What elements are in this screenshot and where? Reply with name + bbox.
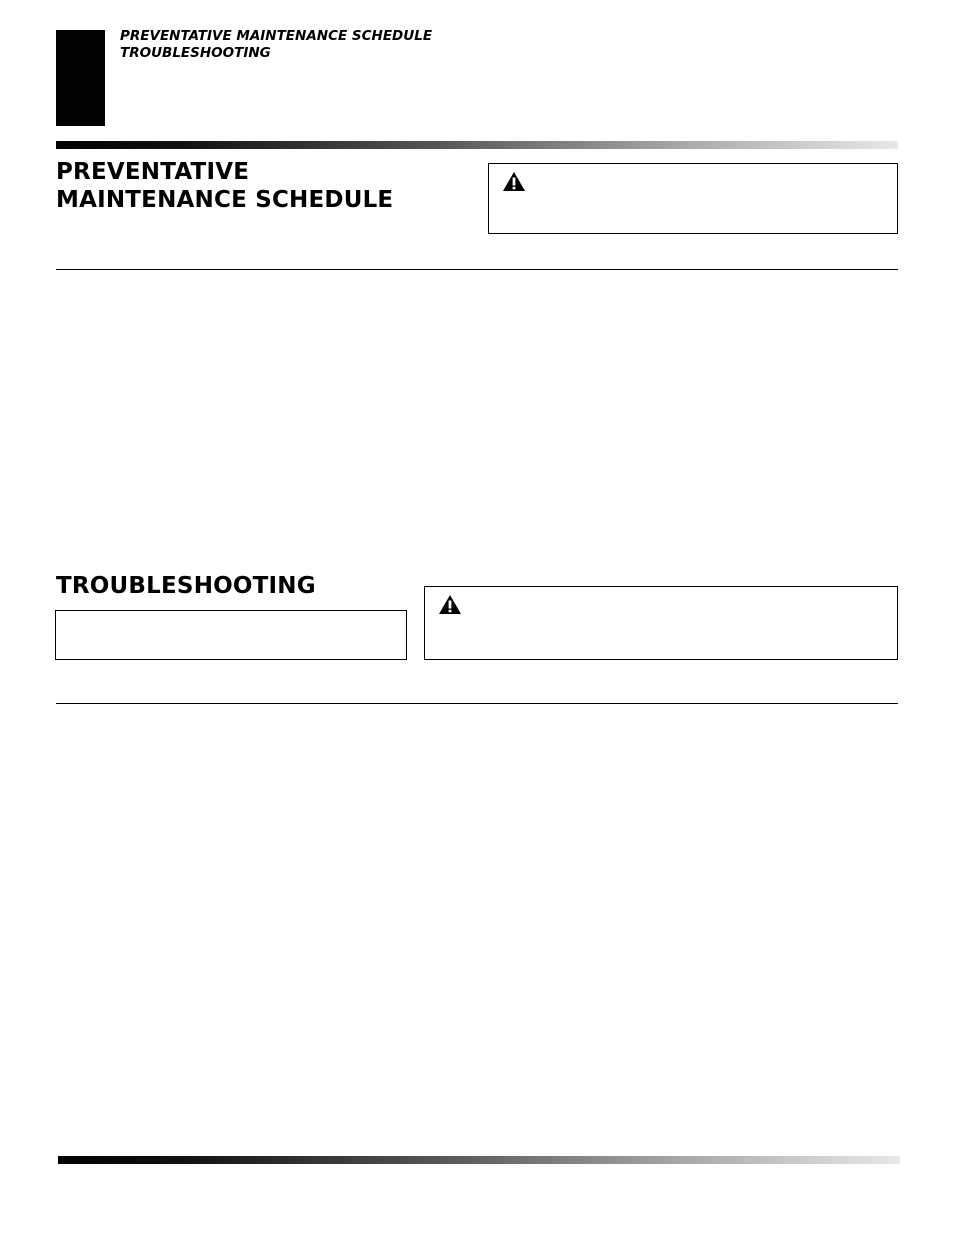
section-tab-block <box>56 30 105 126</box>
warning-triangle-icon <box>438 594 462 615</box>
section-divider-1 <box>56 269 898 270</box>
troubleshooting-warning-box <box>424 586 898 660</box>
maintenance-warning-box <box>488 163 898 234</box>
maintenance-schedule-title <box>56 158 393 214</box>
troubleshooting-note-box <box>55 610 407 660</box>
bottom-gradient-bar <box>58 1156 900 1164</box>
warning-triangle-icon <box>502 171 526 192</box>
maintenance-title-line-1: PREVENTATIVE <box>56 159 250 185</box>
running-header-line-2: TROUBLESHOOTING <box>120 45 271 61</box>
section-divider-2 <box>56 703 898 704</box>
running-header-line-1: PREVENTATIVE MAINTENANCE SCHEDULE <box>120 28 433 44</box>
maintenance-title-line-2: MAINTENANCE SCHEDULE <box>56 187 394 213</box>
running-header <box>120 28 432 62</box>
troubleshooting-title: TROUBLESHOOTING <box>56 573 316 599</box>
top-gradient-bar <box>56 141 898 149</box>
